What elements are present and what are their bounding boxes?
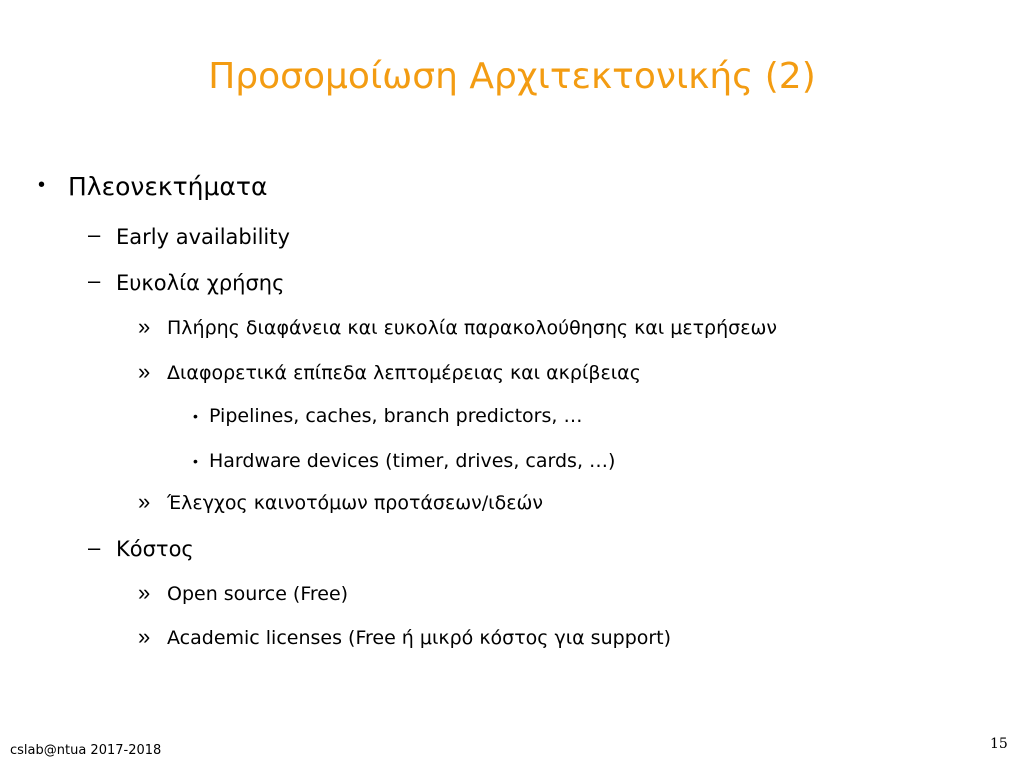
- bullet-open-source: Open source (Free): [167, 583, 349, 605]
- bullet-detail-levels: Διαφορετικά επίπεδα λεπτομέρειας και ακρίβειας: [167, 362, 641, 384]
- bullet-innovation: Έλεγχος καινοτόμων προτάσεων/ιδεών: [167, 492, 544, 514]
- bullet-cost: Κόστος: [116, 537, 194, 561]
- bullet-marker: •: [193, 453, 198, 469]
- bullet-pipelines: Pipelines, caches, branch predictors, …: [209, 405, 583, 427]
- chevron-marker: »: [138, 314, 151, 339]
- bullet-transparency: Πλήρης διαφάνεια και ευκολία παρακολούθησης και μετρήσεων: [167, 317, 777, 339]
- chevron-marker: »: [138, 359, 151, 384]
- bullet-early-availability: Early availability: [116, 225, 290, 249]
- bullet-advantages: Πλεονεκτήματα: [68, 172, 268, 201]
- chevron-marker: »: [138, 489, 151, 514]
- page-number: 15: [990, 736, 1008, 752]
- slide-title: Προσομοίωση Αρχιτεκτονικής (2): [208, 56, 816, 97]
- dash-marker: –: [88, 222, 101, 247]
- dash-marker: –: [88, 535, 101, 560]
- chevron-marker: »: [138, 624, 151, 649]
- dash-marker: –: [88, 268, 101, 293]
- footer-text: cslab@ntua 2017-2018: [10, 743, 162, 758]
- bullet-marker: •: [193, 408, 198, 424]
- bullet-academic-licenses: Academic licenses (Free ή μικρό κόστος για support): [167, 627, 672, 649]
- chevron-marker: »: [138, 580, 151, 605]
- bullet-ease-of-use: Ευκολία χρήσης: [116, 271, 285, 295]
- bullet-marker: •: [38, 174, 46, 196]
- bullet-hardware-devices: Hardware devices (timer, drives, cards, …): [209, 450, 616, 472]
